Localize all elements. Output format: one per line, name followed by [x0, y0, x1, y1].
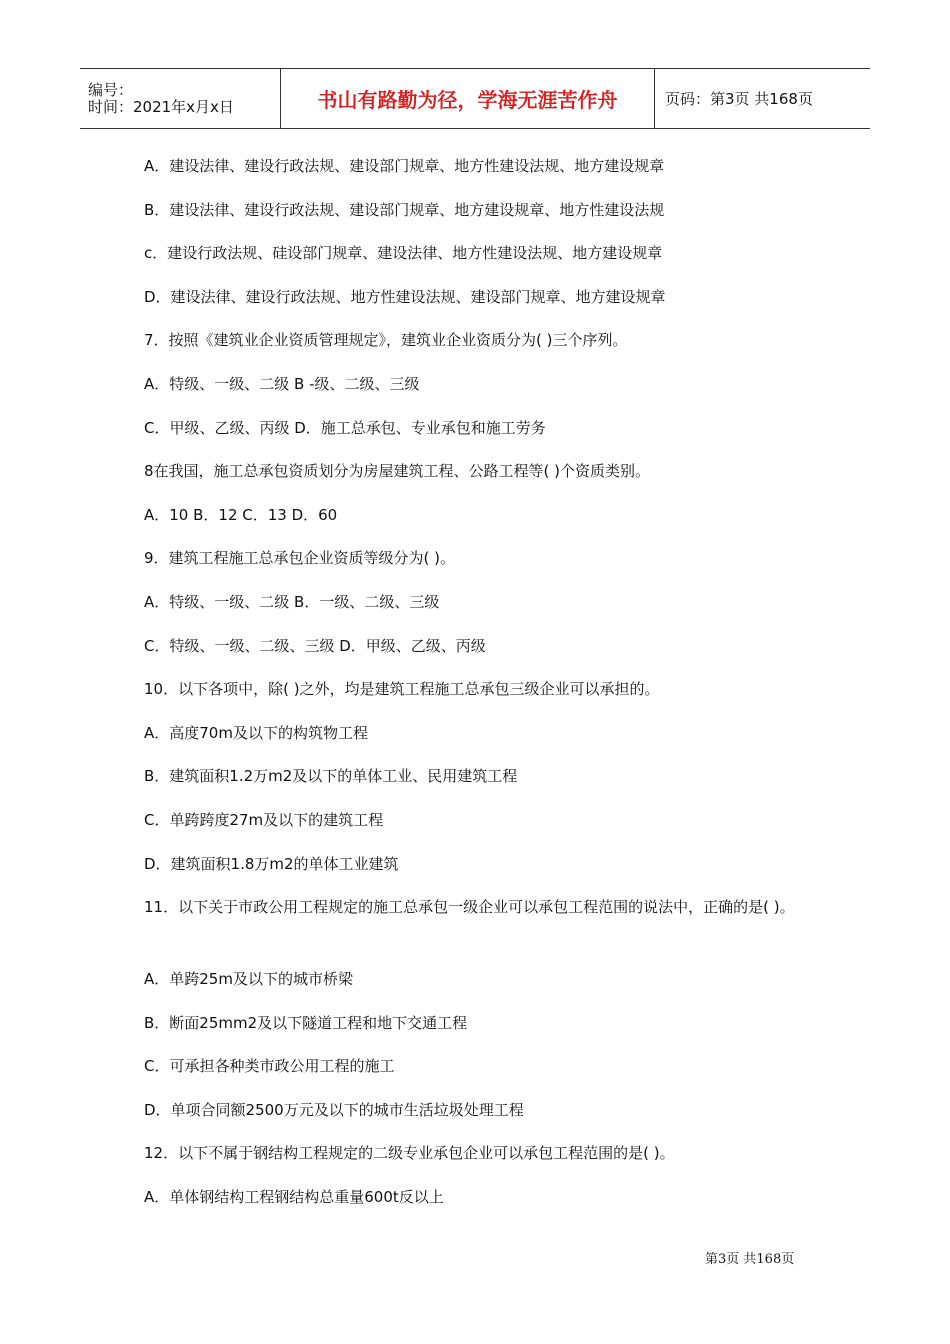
text-line: B．建设法律、建设行政法规、建设部门规章、地方建设规章、地方性建设法规 [144, 200, 665, 219]
document-body [144, 152, 824, 1227]
document-number-label: 编号： [88, 80, 134, 99]
text-line: A．10 B．12 C．13 D．60 [144, 505, 338, 524]
text-line: A．特级、一级、二级 B．一级、二级、三级 [144, 592, 440, 611]
text-line: C．甲级、乙级、丙级 D．施工总承包、专业承包和施工劳务 [144, 418, 546, 437]
text-line: D．单项合同额2500万元及以下的城市生活垃圾处理工程 [144, 1100, 524, 1119]
text-line: B．建筑面积1.2万m2及以下的单体工业、民用建筑工程 [144, 767, 518, 786]
question-9: 9．建筑工程施工总承包企业资质等级分为( )。 [144, 549, 456, 568]
text-line: C．特级、一级、二级、三级 D．甲级、乙级、丙级 [144, 636, 486, 655]
text-line: B．断面25mm2及以下隧道工程和地下交通工程 [144, 1013, 468, 1032]
text-line: A．单体钢结构工程钢结构总重量600t反以上 [144, 1188, 444, 1207]
text-line: A．建设法律、建设行政法规、建设部门规章、地方性建设法规、地方建设规章 [144, 157, 665, 175]
question-12: 12．以下不属于钢结构工程规定的二级专业承包企业可以承包工程范围的是( )。 [144, 1144, 675, 1163]
header-motto: 书山有路勤为径，学海无涯苦作舟 [281, 69, 655, 128]
header-page-number: 页码：第3页 共168页 [665, 90, 813, 108]
question-8: 8在我国，施工总承包资质划分为房屋建筑工程、公路工程等( )个资质类别。 [144, 462, 651, 481]
text-line: c．建设行政法规、硅设部门规章、建设法律、地方性建设法规、地方建设规章 [144, 244, 663, 263]
question-11: 11．以下关于市政公用工程规定的施工总承包一级企业可以承包工程范围的说法中，正确的是( )。 [144, 898, 795, 917]
text-line: C．可承担各种类市政公用工程的施工 [144, 1057, 395, 1076]
page-header [80, 68, 870, 129]
text-line: A．单跨25m及以下的城市桥梁 [144, 970, 353, 989]
header-meta [80, 69, 281, 128]
document-time-label: 时间：2021年x月x日 [88, 97, 234, 116]
text-line: A．高度70m及以下的构筑物工程 [144, 723, 368, 742]
page-footer: 第3页 共168页 [705, 1252, 795, 1267]
question-10: 10．以下各项中，除( )之外，均是建筑工程施工总承包三级企业可以承担的。 [144, 680, 660, 699]
text-line: D．建筑面积1.8万m2的单体工业建筑 [144, 854, 399, 873]
text-line: A．特级、一级、二级 B -级、二级、三级 [144, 374, 420, 393]
text-line: D．建设法律、建设行政法规、地方性建设法规、建设部门规章、地方建设规章 [144, 287, 666, 306]
text-line: C．单跨跨度27m及以下的建筑工程 [144, 810, 384, 829]
question-7: 7．按照《建筑业企业资质管理规定》，建筑业企业资质分为( )三个序列。 [144, 331, 628, 350]
